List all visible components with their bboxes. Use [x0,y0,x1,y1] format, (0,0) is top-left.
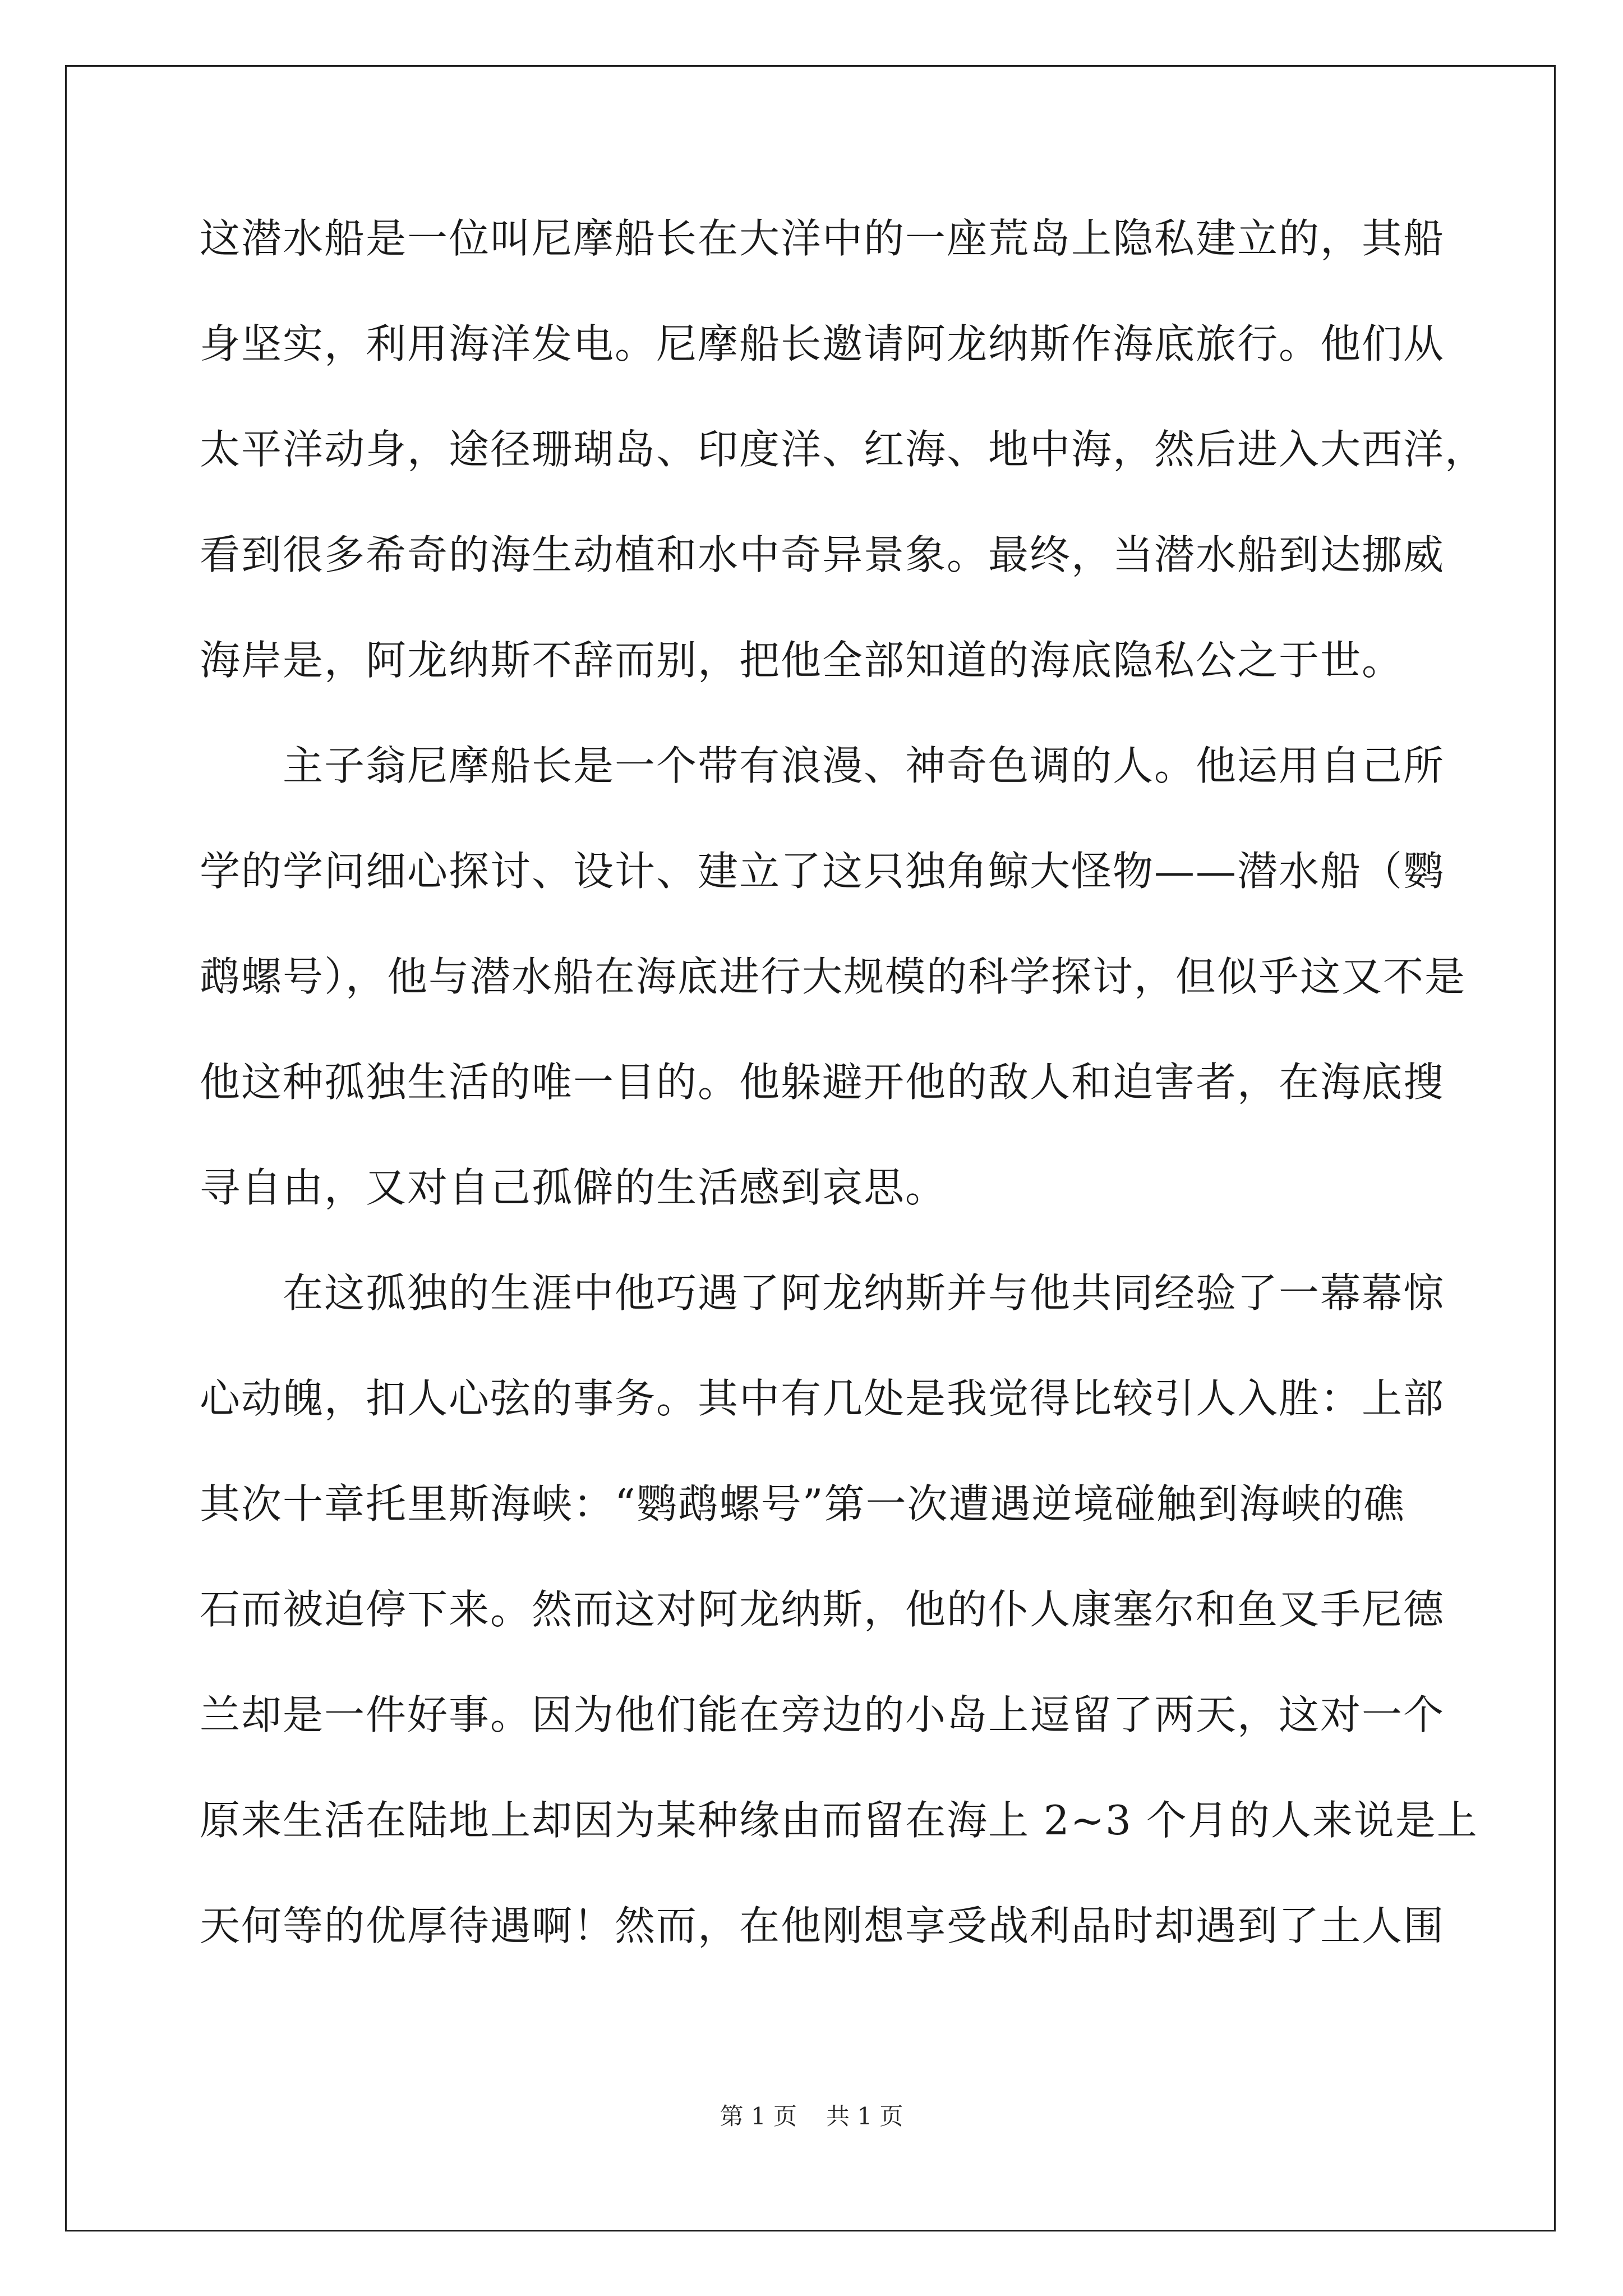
text-line: 其次十章托里斯海峡：“鹦鹉螺号”第一次遭遇逆境碰触到海峡的礁 [200,1480,1405,1527]
text-line: 身坚实，利用海洋发电。尼摩船长邀请阿龙纳斯作海底旅行。他们从 [200,320,1445,367]
text-line: 心动魄，扣人心弦的事务。其中有几处是我觉得比较引人入胜：上部 [200,1375,1445,1422]
page-footer [0,2098,1623,2132]
text-line: 海岸是，阿龙纳斯不辞而别，把他全部知道的海底隐私公之于世。 [200,637,1404,684]
paragraph-start-line: 主子翁尼摩船长是一个带有浪漫、神奇色调的人。他运用自己所 [200,742,1445,789]
text-line: 鹉螺号），他与潜水船在海底进行大规模的科学探讨，但似乎这又不是 [200,953,1467,1000]
page-number: 第 1 页 [720,2102,797,2130]
text-line: 看到很多希奇的海生动植和水中奇异景象。最终，当潜水船到达挪威 [200,531,1445,578]
text-line: 天何等的优厚待遇啊！然而，在他刚想享受战利品时却遇到了土人围 [200,1902,1445,1949]
page-total: 共 1 页 [826,2102,903,2130]
text-line: 他这种孤独生活的唯一目的。他躲避开他的敌人和迫害者，在海底搜 [200,1059,1445,1106]
paragraph-start-line: 在这孤独的生涯中他巧遇了阿龙纳斯并与他共同经验了一幕幕惊 [200,1269,1445,1317]
text-line: 兰却是一件好事。因为他们能在旁边的小岛上逗留了两天，这对一个 [200,1691,1445,1738]
text-line: 太平洋动身，途径珊瑚岛、印度洋、红海、地中海，然后进入大西洋， [200,426,1487,473]
text-line: 这潜水船是一位叫尼摩船长在大洋中的一座荒岛上隐私建立的，其船 [200,215,1445,262]
text-line: 寻自由，又对自己孤僻的生活感到哀思。 [200,1164,947,1211]
text-line: 原来生活在陆地上却因为某种缘由而留在海上 2~3 个月的人来说是上 [200,1797,1478,1844]
text-line: 学的学问细心探讨、设计、建立了这只独角鲸大怪物——潜水船（鹦 [200,848,1445,895]
text-line: 石而被迫停下来。然而这对阿龙纳斯，他的仆人康塞尔和鱼叉手尼德 [200,1586,1445,1633]
document-body [200,210,1487,2003]
